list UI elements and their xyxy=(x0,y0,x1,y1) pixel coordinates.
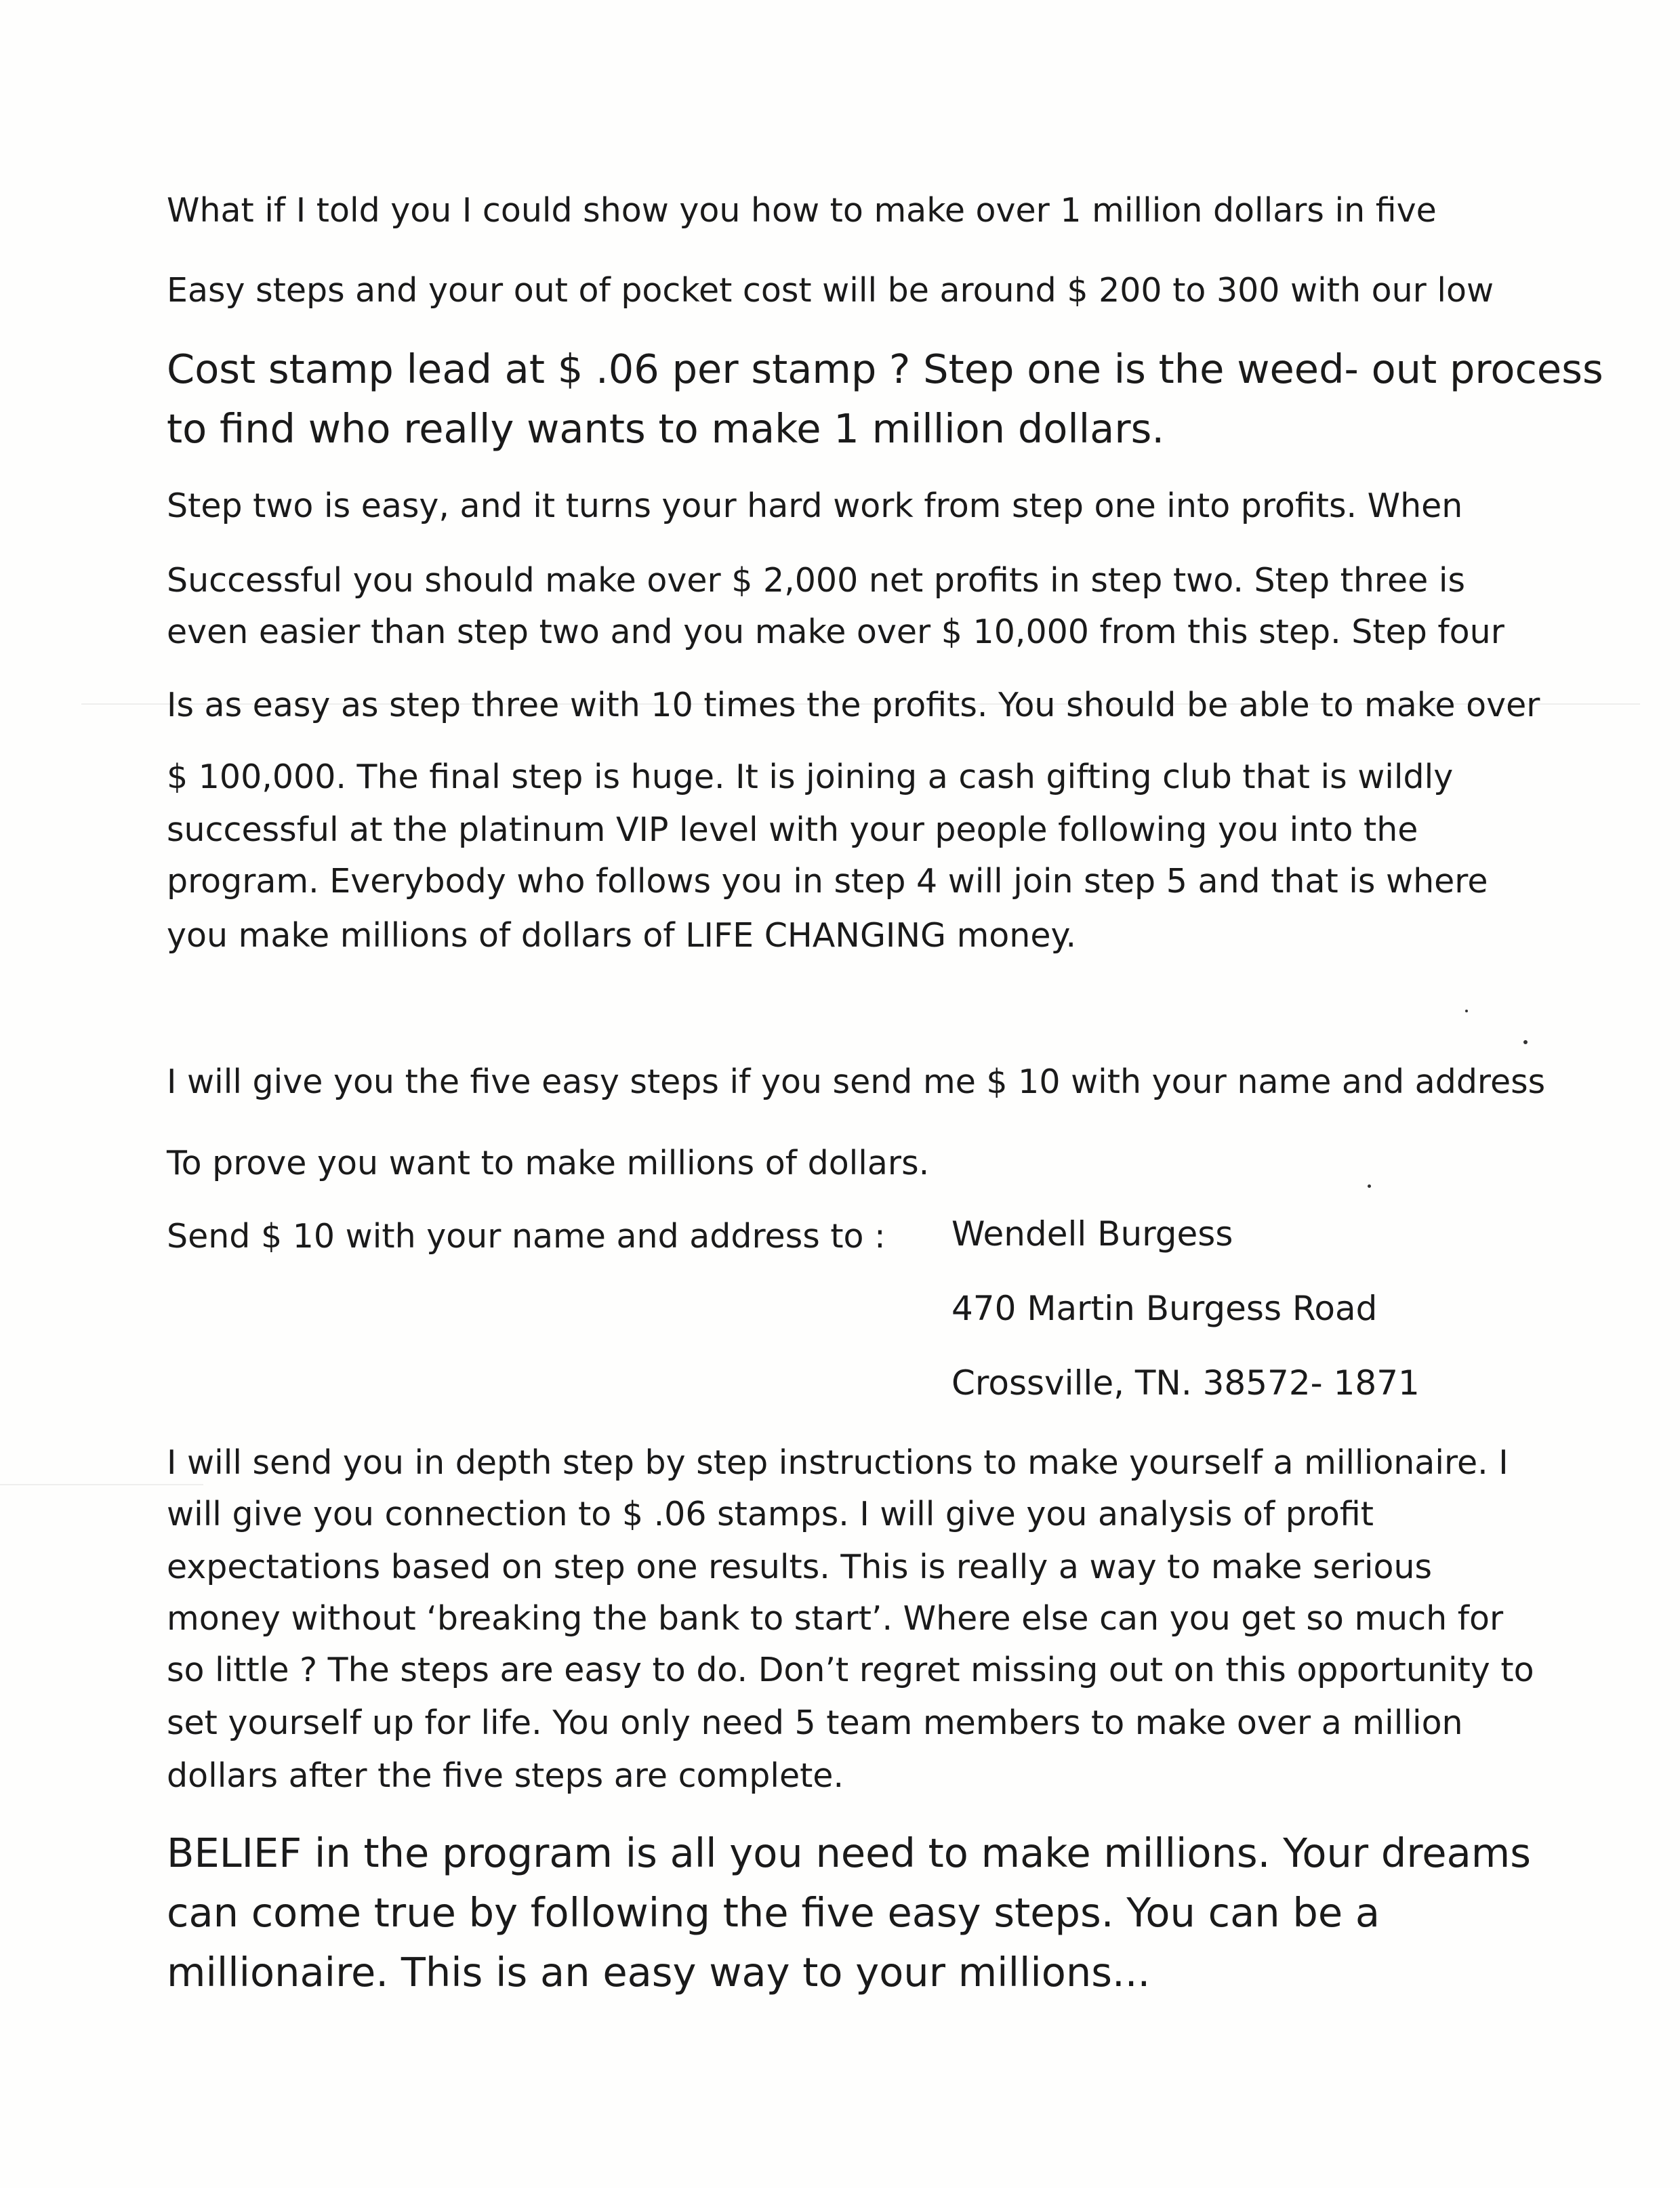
address-street: 470 Martin Burgess Road xyxy=(951,1289,1378,1328)
address-city: Crossville, TN. 38572- 1871 xyxy=(951,1363,1420,1403)
paragraph-2-line: Step two is easy, and it turns your hard work from step one into profits. When xyxy=(167,487,1463,525)
paragraph-2-line: Is as easy as step three with 10 times the profits. You should be able to make over xyxy=(167,686,1540,724)
paragraph-2-line: $ 100,000. The final step is huge. It is joining a cash gifting club that is wildly xyxy=(167,758,1454,796)
paragraph-3-line: I will send you in depth step by step instructions to make yourself a millionaire. I xyxy=(167,1443,1509,1482)
scan-speck xyxy=(1465,1010,1468,1012)
scan-speck xyxy=(1523,1040,1528,1044)
address-name: Wendell Burgess xyxy=(951,1214,1233,1254)
paragraph-2-line: you make millions of dollars of LIFE CHANGING money. xyxy=(167,916,1077,955)
offer-line: To prove you want to make millions of dollars. xyxy=(167,1144,930,1182)
paragraph-2-line: successful at the platinum VIP level with your people following you into the xyxy=(167,810,1418,849)
paragraph-1-line: Cost stamp lead at $ .06 per stamp ? Step one is the weed- out process xyxy=(167,346,1603,392)
paragraph-3-line: set yourself up for life. You only need 5 team members to make over a million xyxy=(167,1704,1463,1742)
paragraph-1-line: What if I told you I could show you how to make over 1 million dollars in five xyxy=(167,191,1437,230)
paragraph-1-line: to find who really wants to make 1 million dollars. xyxy=(167,405,1165,452)
paragraph-1-line: Easy steps and your out of pocket cost will be around $ 200 to 300 with our low xyxy=(167,271,1494,310)
paragraph-3-line: dollars after the five steps are complete. xyxy=(167,1756,844,1795)
paragraph-3-line: so little ? The steps are easy to do. Don’t regret missing out on this opportunity to xyxy=(167,1651,1534,1689)
paragraph-3-line: money without ‘breaking the bank to start’. Where else can you get so much for xyxy=(167,1599,1504,1638)
paragraph-2-line: program. Everybody who follows you in step 4 will join step 5 and that is where xyxy=(167,862,1488,901)
scan-artifact xyxy=(0,1484,203,1485)
paragraph-2-line: even easier than step two and you make over $ 10,000 from this step. Step four xyxy=(167,613,1504,651)
closing-line: BELIEF in the program is all you need to make millions. Your dreams xyxy=(167,1830,1531,1876)
offer-line: I will give you the five easy steps if you send me $ 10 with your name and address xyxy=(167,1062,1546,1101)
send-label: Send $ 10 with your name and address to : xyxy=(167,1217,886,1256)
closing-line: can come true by following the five easy steps. You can be a xyxy=(167,1889,1380,1936)
paragraph-3-line: will give you connection to $ .06 stamps. I will give you analysis of profit xyxy=(167,1495,1374,1533)
paragraph-3-line: expectations based on step one results. This is really a way to make serious xyxy=(167,1548,1433,1586)
scan-speck xyxy=(1368,1184,1371,1188)
paragraph-2-line: Successful you should make over $ 2,000 net profits in step two. Step three is xyxy=(167,561,1466,600)
closing-line: millionaire. This is an easy way to your millions... xyxy=(167,1949,1151,1996)
